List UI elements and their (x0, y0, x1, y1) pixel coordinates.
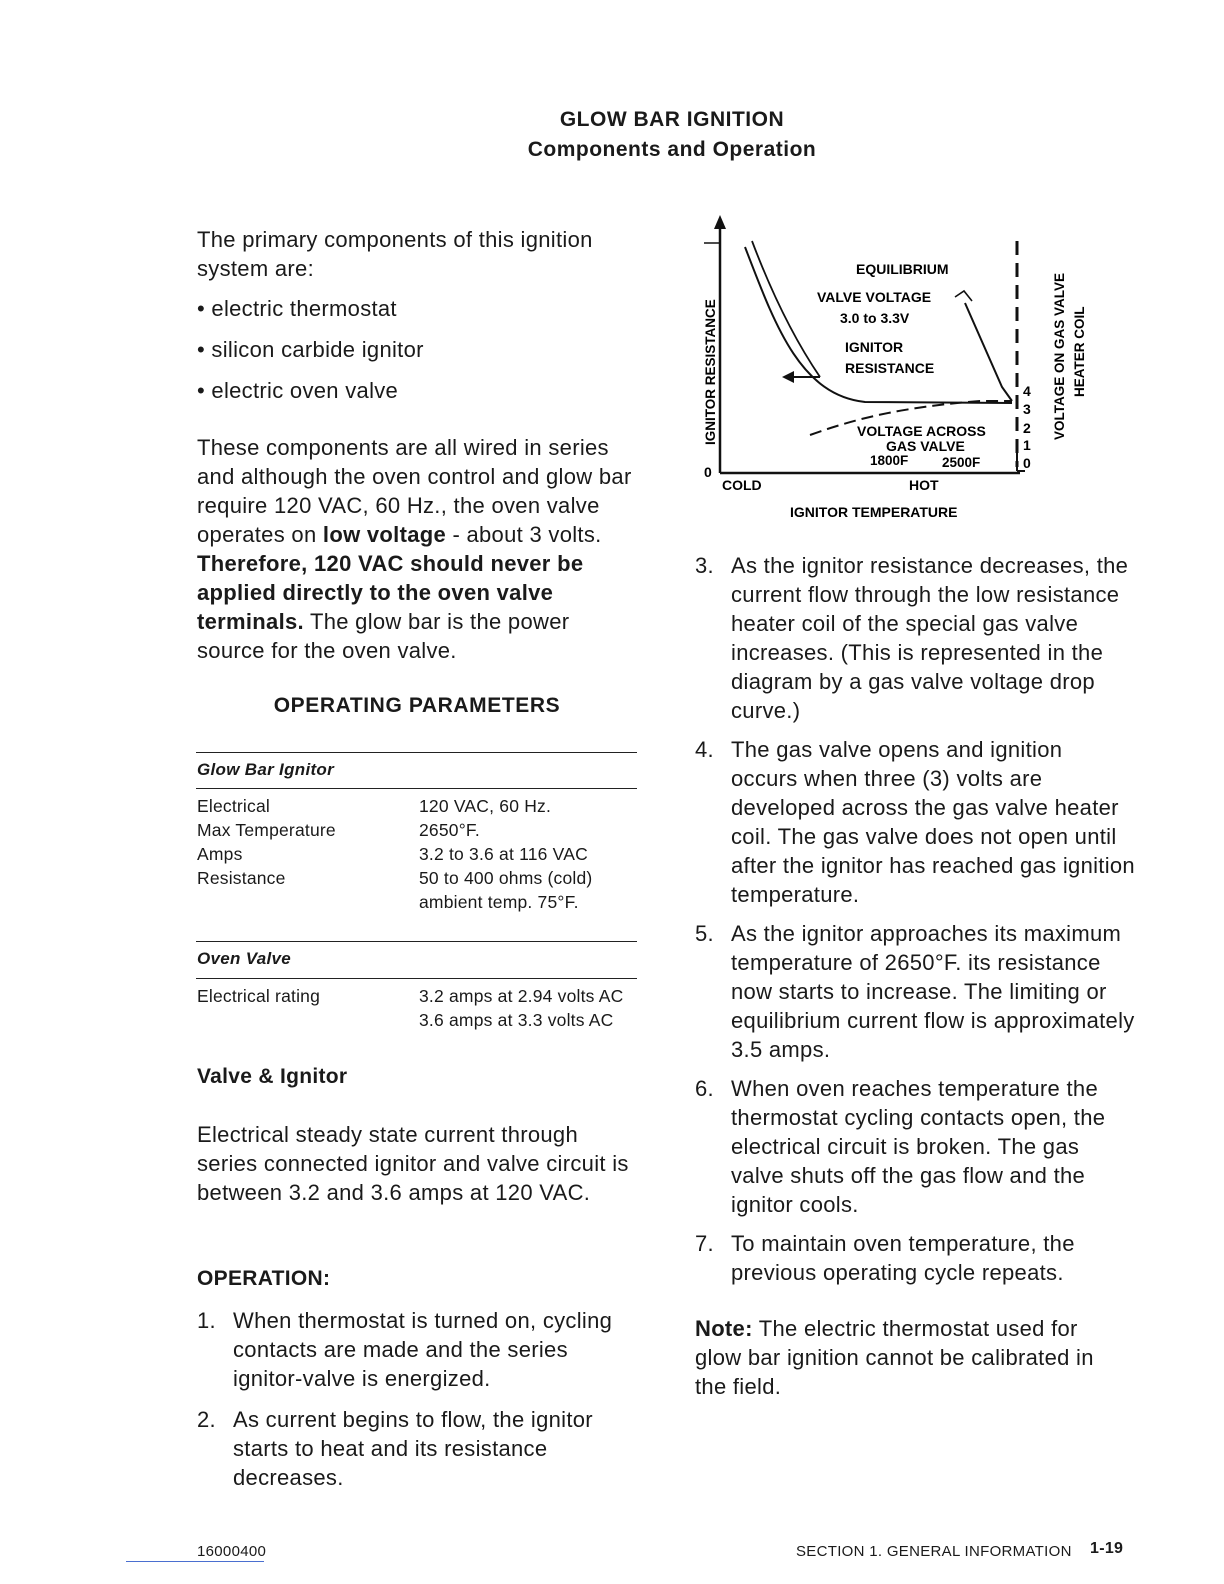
step-text: The gas valve opens and ignition occurs when three (3) volts are developed across the gas valve heater coil. The gas valve does not open until after the ignitor has reached gas ignition temperature. (731, 737, 1135, 907)
param-label: Resistance (197, 868, 286, 888)
origin-label: 0 (704, 464, 712, 480)
list-item (695, 1229, 1135, 1287)
temp-1800-label: 1800F (870, 453, 909, 468)
page-subtitle: Components and Operation (527, 138, 817, 161)
param-label: Electrical rating (197, 986, 321, 1006)
equilibrium-label: EQUILIBRIUM (856, 261, 949, 277)
x-axis-title: IGNITOR TEMPERATURE (790, 504, 958, 520)
operation-heading: OPERATION: (197, 1267, 331, 1290)
ignitor-label: IGNITOR (845, 339, 904, 355)
list-item (197, 1306, 637, 1393)
table-rule (196, 941, 637, 942)
operating-parameters-heading: OPERATING PARAMETERS (273, 694, 561, 717)
right-tick-label: 0 (1023, 455, 1031, 471)
y-axis-right-label-2: HEATER COIL (1072, 306, 1087, 397)
component-name: electric thermostat (211, 296, 397, 321)
glow-bar-labels (197, 794, 407, 890)
temp-2500-label: 2500F (942, 455, 981, 470)
pointer-arrow-icon (782, 371, 794, 383)
note-label: Note: (695, 1316, 753, 1341)
right-tick-label: 4 (1023, 383, 1031, 399)
page-title: GLOW BAR IGNITION (559, 108, 785, 131)
param-value: 3.2 to 3.6 at 116 VAC (419, 844, 588, 864)
y-axis-left-label: IGNITOR RESISTANCE (703, 299, 718, 445)
valve-ignitor-heading: Valve & Ignitor (197, 1065, 348, 1088)
table-rule (196, 788, 637, 789)
component-name: silicon carbide ignitor (211, 337, 424, 362)
component-list (197, 288, 637, 411)
doc-number: 16000400 (197, 1543, 267, 1560)
valve-voltage-label: VALVE VOLTAGE (817, 289, 932, 305)
list-item (695, 551, 1135, 725)
param-value: 50 to 400 ohms (cold) (419, 868, 593, 888)
intro-text: The primary components of this ignition system are: (197, 227, 593, 281)
step-number: 4. (695, 737, 714, 762)
y-axis-right-label: VOLTAGE ON GAS VALVE (1052, 272, 1067, 440)
section-label: SECTION 1. GENERAL INFORMATION (796, 1543, 1072, 1560)
param-value: 120 VAC, 60 Hz. (419, 796, 552, 816)
list-item (695, 919, 1135, 1064)
step-number: 1. (197, 1308, 216, 1333)
list-item: • electric thermostat (197, 296, 397, 321)
glow-bar-values (419, 794, 649, 914)
footer-underline (126, 1561, 264, 1562)
step-text: To maintain oven temperature, the previous operating cycle repeats. (731, 1231, 1075, 1285)
param-value: 3.6 amps at 3.3 volts AC (419, 1010, 614, 1030)
step-text: As the ignitor approaches its maximum temperature of 2650°F. its resistance now starts to increase. The limiting or equilibrium current flow is approximately 3.5 amps. (731, 921, 1135, 1062)
x-hot-label: HOT (909, 477, 939, 493)
valve-voltage-pointer (955, 291, 972, 301)
warning-text: Therefore, 120 VAC should never be applied directly to the oven valve terminals. (197, 551, 584, 634)
right-tick-label: 1 (1023, 437, 1031, 453)
oven-valve-values (419, 984, 659, 1032)
list-item (695, 735, 1135, 909)
param-label: Amps (197, 844, 243, 864)
param-value: 2650°F. (419, 820, 480, 840)
paragraph-text: The glow bar is the power source for the oven valve. (197, 609, 570, 663)
rising-line (752, 241, 820, 377)
ignition-diagram (690, 205, 1090, 535)
low-voltage-emphasis: low voltage (322, 522, 447, 547)
list-item (197, 1405, 637, 1492)
param-label: Electrical (197, 796, 270, 816)
oven-valve-heading: Oven Valve (197, 949, 292, 968)
step-text: As the ignitor resistance decreases, the current flow through the low resistance heater coil of the special gas valve increases. (This is represented in the diagram by a gas valve voltage drop curve.) (731, 553, 1129, 723)
step-text: When thermostat is turned on, cycling contacts are made and the series ignitor-valve is energized. (233, 1308, 613, 1391)
step-number: 3. (695, 553, 714, 578)
step-number: 7. (695, 1231, 714, 1256)
step-number: 6. (695, 1076, 714, 1101)
operation-steps-left (197, 1306, 637, 1492)
param-value: 3.2 amps at 2.94 volts AC (419, 986, 624, 1006)
note-paragraph (695, 1314, 1125, 1401)
valve-ignitor-text: Electrical steady state current through series connected ignitor and valve circuit is between 3.2 and 3.6 amps at 120 VAC. (197, 1122, 629, 1205)
list-item: • silicon carbide ignitor (197, 337, 424, 362)
list-item: • electric oven valve (197, 378, 399, 403)
voltage-across-label: VOLTAGE ACROSS (857, 423, 986, 439)
paragraph-text: These components are all wired in series and although the oven control and glow bar require 120 VAC, 60 Hz., the oven valve operates on (197, 435, 632, 547)
operation-steps-right (695, 551, 1135, 1287)
series-paragraph (197, 433, 637, 665)
paragraph-text: - about 3 volts. (446, 522, 602, 547)
right-tick-label: 2 (1023, 420, 1031, 436)
x-cold-label: COLD (722, 477, 762, 493)
step-number: 5. (695, 921, 714, 946)
table-rule (196, 978, 637, 979)
valve-voltage-curve (965, 303, 1012, 401)
note-text: The electric thermostat used for glow bar ignition cannot be calibrated in the field. (695, 1316, 1094, 1399)
step-text: As current begins to flow, the ignitor starts to heat and its resistance decreases. (233, 1407, 593, 1490)
list-item (695, 1074, 1135, 1219)
valve-voltage-range: 3.0 to 3.3V (840, 310, 910, 326)
right-tick-label: 3 (1023, 401, 1031, 417)
y-axis-arrow-icon (714, 215, 726, 229)
step-text: When oven reaches temperature the thermostat cycling contacts open, the electrical circuit is broken. The gas valve shuts off the gas flow and the ignitor cools. (731, 1076, 1106, 1217)
resistance-label: RESISTANCE (845, 360, 935, 376)
step-number: 2. (197, 1407, 216, 1432)
page-number: 1-19 (1090, 1540, 1124, 1557)
gas-valve-label: GAS VALVE (886, 438, 965, 454)
table-rule (196, 752, 637, 753)
param-label: Max Temperature (197, 820, 336, 840)
glow-bar-heading: Glow Bar Ignitor (197, 760, 335, 779)
param-value: ambient temp. 75°F. (419, 892, 579, 912)
component-name: electric oven valve (211, 378, 399, 403)
